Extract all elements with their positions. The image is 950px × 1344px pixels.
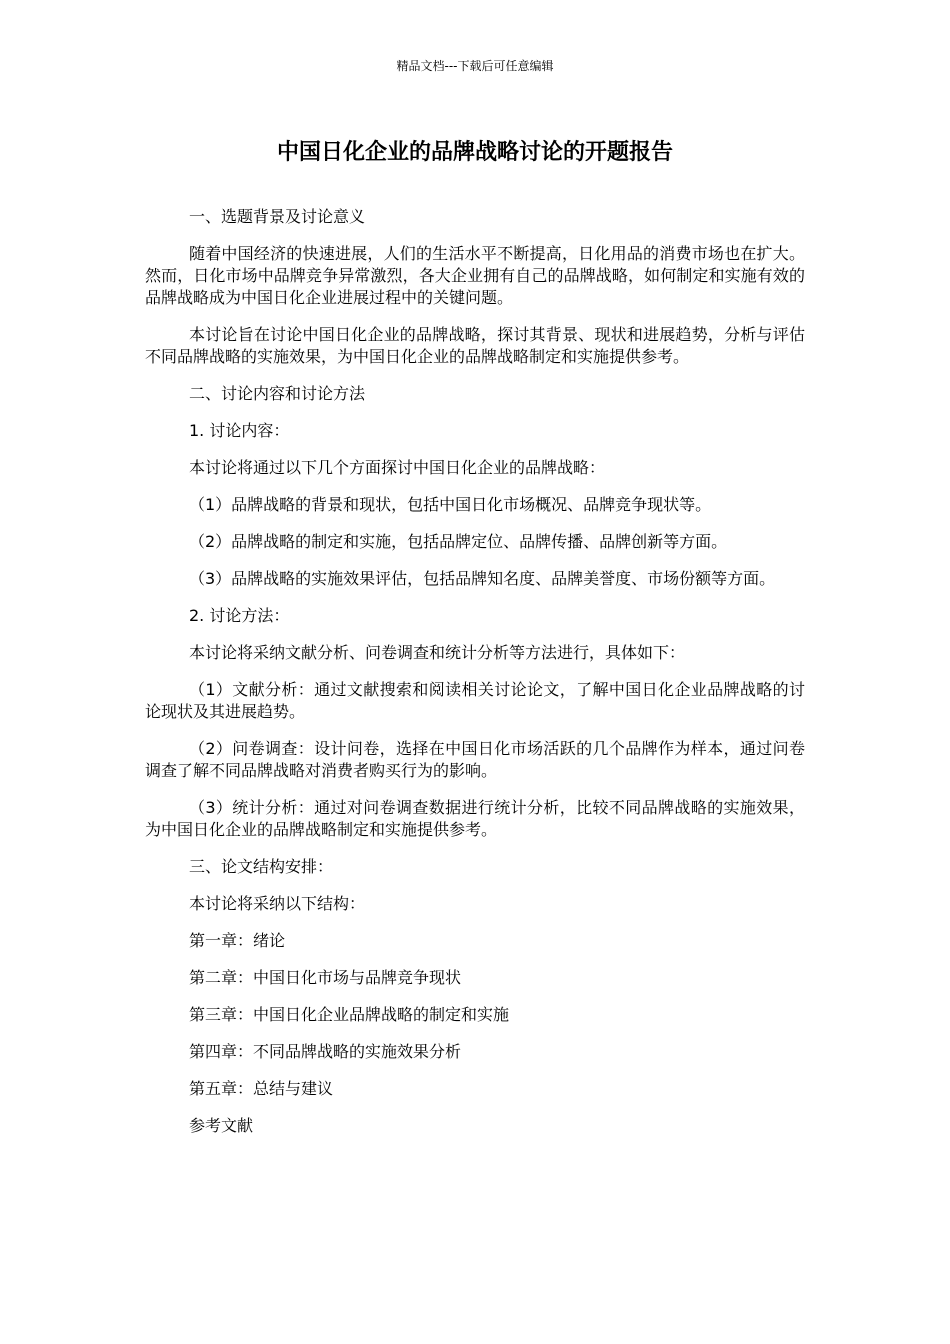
chapter-item: 第二章：中国日化市场与品牌竞争现状: [189, 968, 462, 987]
chapter-item: 第三章：中国日化企业品牌战略的制定和实施: [189, 1005, 510, 1024]
paragraph: 本讨论将采纳以下结构：: [189, 894, 366, 913]
paragraph: 本讨论将采纳文献分析、问卷调查和统计分析等方法进行，具体如下：: [189, 643, 686, 662]
list-item: （2）品牌战略的制定和实施，包括品牌定位、品牌传播、品牌创新等方面。: [189, 532, 728, 551]
document-body: [145, 206, 805, 1152]
subheading: 2. 讨论方法：: [189, 606, 290, 625]
list-item: （1）品牌战略的背景和现状，包括中国日化市场概况、品牌竞争现状等。: [189, 495, 712, 514]
chapter-item: 第四章：不同品牌战略的实施效果分析: [189, 1042, 462, 1061]
paragraph: 随着中国经济的快速进展，人们的生活水平不断提高，日化用品的消费市场也在扩大。然而，日化市场中品牌竞争异常激烈，各大企业拥有自己的品牌战略，如何制定和实施有效的品牌战略成为中国日化企业进展过程中的关键问题。: [145, 244, 805, 307]
document-title: 中国日化企业的品牌战略讨论的开题报告: [276, 140, 673, 165]
chapter-item: 第一章：绪论: [189, 931, 286, 950]
list-item: （3）统计分析：通过对问卷调查数据进行统计分析，比较不同品牌战略的实施效果，为中国日化企业的品牌战略制定和实施提供参考。: [145, 798, 805, 839]
paragraph: 本讨论旨在讨论中国日化企业的品牌战略，探讨其背景、现状和进展趋势，分析与评估不同品牌战略的实施效果，为中国日化企业的品牌战略制定和实施提供参考。: [145, 325, 805, 366]
list-item: （3）品牌战略的实施效果评估，包括品牌知名度、品牌美誉度、市场份额等方面。: [189, 569, 776, 588]
section-heading-1: 一、选题背景及讨论意义: [189, 207, 366, 226]
page-header: 精品文档---下载后可任意编辑: [396, 59, 554, 73]
section-heading-2: 二、讨论内容和讨论方法: [189, 384, 366, 403]
list-item: （2）问卷调查：设计问卷，选择在中国日化市场活跃的几个品牌作为样本，通过问卷调查了解不同品牌战略对消费者购买行为的影响。: [145, 739, 805, 780]
section-heading-3: 三、论文结构安排：: [189, 857, 334, 876]
references-heading: 参考文献: [189, 1116, 254, 1135]
subheading: 1. 讨论内容：: [189, 421, 290, 440]
chapter-item: 第五章：总结与建议: [189, 1079, 334, 1098]
list-item: （1）文献分析：通过文献搜索和阅读相关讨论论文，了解中国日化企业品牌战略的讨论现状及其进展趋势。: [145, 680, 805, 721]
paragraph: 本讨论将通过以下几个方面探讨中国日化企业的品牌战略：: [189, 458, 606, 477]
